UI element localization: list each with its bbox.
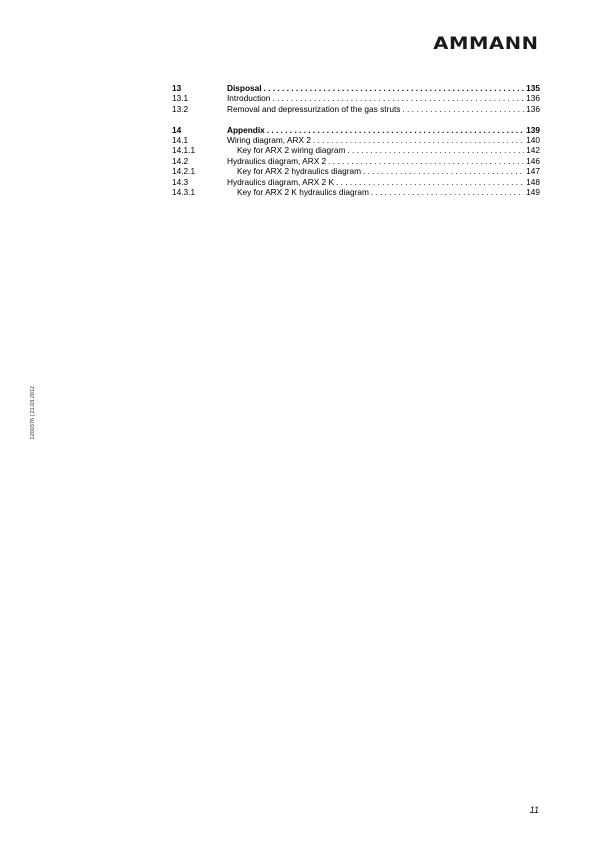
- toc-entry-page: 149: [526, 186, 540, 197]
- dot-leader: [313, 135, 524, 145]
- toc-entry-13-2[interactable]: [172, 104, 540, 114]
- ammann-logo: AMMANN: [433, 34, 539, 54]
- toc-entry-number: 14: [172, 124, 182, 135]
- toc-entry-number: 13.1: [172, 93, 189, 104]
- toc-entry-number: 13: [172, 83, 182, 93]
- toc-entry-14-3-1[interactable]: [172, 187, 540, 197]
- table-of-contents: [172, 83, 540, 197]
- toc-entry-title: Removal and depressurization of the gas struts: [227, 103, 401, 114]
- toc-entry-page: 140: [526, 134, 540, 145]
- dot-leader: [347, 145, 524, 155]
- toc-entry-13[interactable]: [172, 83, 540, 93]
- toc-entry-page: 146: [526, 155, 540, 166]
- toc-entry-14-2[interactable]: [172, 156, 540, 166]
- toc-entry-title: Appendix: [227, 124, 265, 135]
- toc-entry-page: 147: [526, 166, 540, 177]
- toc-entry-number: 14.2: [172, 155, 189, 166]
- toc-entry-title: Introduction: [227, 93, 271, 104]
- toc-entry-14-2-1[interactable]: [172, 166, 540, 176]
- toc-entry-number: 14.1.1: [172, 145, 196, 156]
- dot-leader: [402, 104, 524, 114]
- toc-entry-title: Hydraulics diagram, ARX 2 K: [227, 176, 334, 187]
- toc-entry-14-1[interactable]: [172, 135, 540, 145]
- toc-entry-page: 148: [526, 176, 540, 187]
- toc-entry-title: Wiring diagram, ARX 2: [227, 134, 311, 145]
- dot-leader: [336, 177, 524, 187]
- dot-leader: [363, 166, 524, 176]
- toc-entry-14[interactable]: [172, 125, 540, 135]
- toc-entry-14-3[interactable]: [172, 177, 540, 187]
- toc-entry-number: 14.3: [172, 176, 189, 187]
- toc-entry-number: 14.1: [172, 134, 189, 145]
- dot-leader: [272, 93, 524, 103]
- toc-entry-number: 14.2.1: [172, 166, 196, 177]
- toc-entry-page: 136: [526, 93, 540, 104]
- toc-entry-page: 142: [526, 145, 540, 156]
- toc-entry-title: Disposal: [227, 83, 262, 93]
- dot-leader: [371, 187, 524, 197]
- dot-leader: [267, 125, 524, 135]
- toc-entry-title: Key for ARX 2 wiring diagram: [237, 145, 346, 156]
- toc-entry-13-1[interactable]: [172, 93, 540, 103]
- toc-entry-page: 136: [526, 103, 540, 114]
- toc-entry-title: Key for ARX 2 K hydraulics diagram: [237, 186, 369, 197]
- page-number: 11: [529, 805, 539, 815]
- toc-entry-title: Hydraulics diagram, ARX 2: [227, 155, 327, 166]
- toc-entry-page: 139: [526, 124, 540, 135]
- toc-entry-14-1-1[interactable]: [172, 145, 540, 155]
- dot-leader: [328, 156, 524, 166]
- dot-leader: [264, 83, 525, 93]
- document-code: 1200376 | 21.03.2012: [30, 386, 36, 440]
- toc-entry-title: Key for ARX 2 hydraulics diagram: [237, 166, 362, 177]
- toc-entry-number: 13.2: [172, 103, 189, 114]
- toc-entry-page: 135: [526, 83, 540, 93]
- toc-entry-number: 14.3.1: [172, 186, 196, 197]
